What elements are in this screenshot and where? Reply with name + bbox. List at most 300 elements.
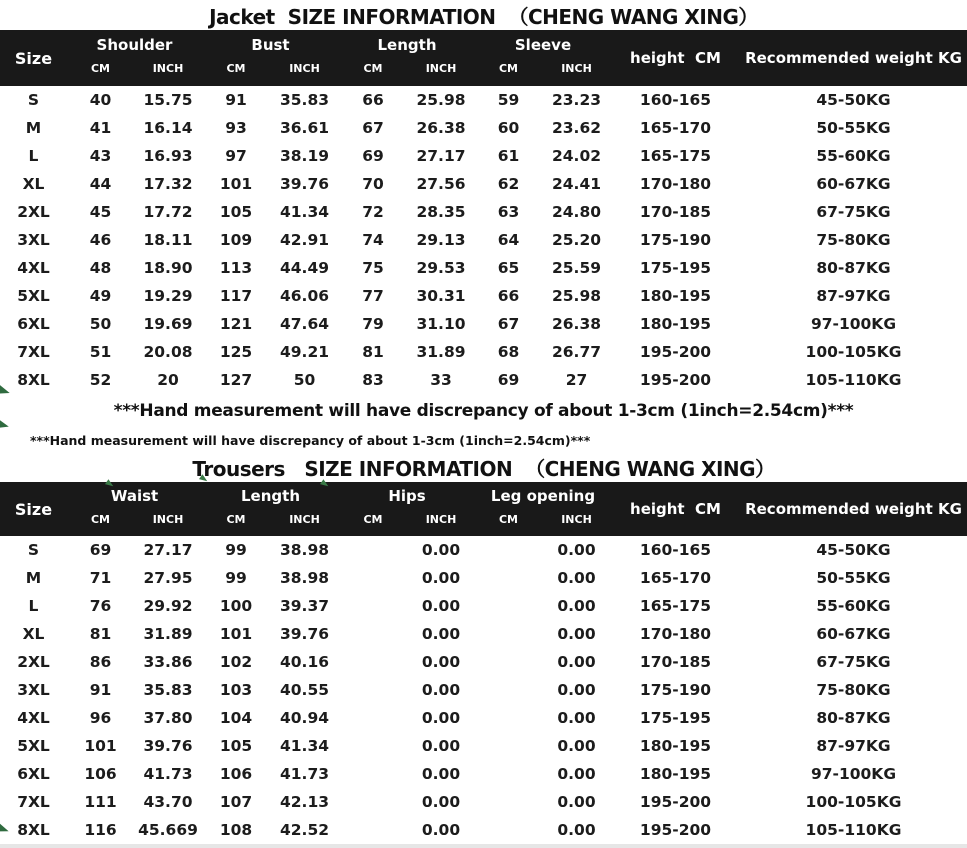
- data-cell: 15.75: [143, 91, 193, 109]
- height-cell: 180-195: [639, 765, 712, 783]
- data-cell: 39.76: [279, 175, 330, 193]
- height-cell: 170-185: [639, 653, 712, 671]
- size-cell: 6XL: [17, 765, 50, 783]
- data-cell: 0.00: [557, 765, 596, 783]
- data-cell: 127: [219, 371, 253, 389]
- weight-cell: 97-100KG: [810, 315, 897, 333]
- data-cell: 52: [89, 371, 112, 389]
- size-cell: M: [25, 569, 42, 587]
- sub-header-row: [67, 60, 202, 86]
- sub-header-cm: CM: [226, 512, 246, 526]
- data-cell: 116: [84, 821, 117, 839]
- data-cell: 43: [89, 147, 112, 165]
- data-cell: 0.00: [557, 737, 596, 755]
- sub-header-row: [202, 511, 339, 536]
- size-cell: S: [27, 91, 40, 109]
- data-cell: 0.00: [421, 737, 461, 755]
- data-cell: 0.00: [421, 597, 461, 615]
- height-cell: 195-200: [639, 821, 712, 839]
- data-cell: 109: [219, 231, 253, 249]
- data-cell: 25.98: [551, 287, 602, 305]
- group-label: Sleeve: [514, 35, 572, 54]
- data-cell: [475, 620, 542, 648]
- data-cell: 69: [362, 147, 384, 165]
- data-cell: 27.56: [416, 175, 466, 193]
- table-row-5xl: [0, 282, 967, 310]
- data-cell: 86: [89, 653, 112, 671]
- data-cell: 0.00: [557, 541, 596, 559]
- size-cell: XL: [22, 175, 45, 193]
- data-cell: 117: [219, 287, 253, 305]
- size-cell: XL: [22, 625, 45, 643]
- data-cell: 40.94: [279, 709, 330, 727]
- data-cell: 102: [219, 653, 253, 671]
- column-group-waist: [67, 482, 202, 536]
- height-cell: 165-170: [639, 569, 712, 587]
- weight-cell: 87-97KG: [816, 737, 891, 755]
- sub-header-cm: CM: [498, 512, 519, 526]
- trousers-table-body: [0, 536, 967, 844]
- data-cell: [339, 620, 407, 648]
- column-group-leg-opening: [475, 482, 611, 536]
- data-cell: 62: [497, 175, 520, 193]
- data-cell: 48: [89, 259, 112, 277]
- sub-header-cm: CM: [90, 512, 111, 526]
- weight-cell: 75-80KG: [816, 231, 891, 249]
- data-cell: 59: [497, 91, 520, 109]
- weight-cell: 100-105KG: [805, 793, 902, 811]
- sub-header-cm: CM: [226, 61, 246, 75]
- size-cell: L: [28, 597, 39, 615]
- column-group-shoulder: [67, 30, 202, 86]
- data-cell: 42.91: [279, 231, 330, 249]
- weight-cell: 75-80KG: [816, 681, 891, 699]
- data-cell: [475, 816, 542, 844]
- table-row-2xl: [0, 648, 967, 676]
- data-cell: 113: [219, 259, 253, 277]
- data-cell: 76: [89, 597, 112, 615]
- group-label: Hips: [388, 487, 426, 506]
- bottom-border: [0, 844, 967, 848]
- height-cell: 165-175: [639, 597, 712, 615]
- data-cell: 40.16: [279, 653, 330, 671]
- height-cell: 195-200: [639, 343, 712, 361]
- data-cell: 20: [157, 371, 179, 389]
- data-cell: 69: [89, 541, 112, 559]
- data-cell: 41.73: [143, 765, 193, 783]
- data-cell: 0.00: [421, 681, 461, 699]
- data-cell: 69: [497, 371, 520, 389]
- data-cell: 29.13: [416, 231, 466, 249]
- data-cell: 16.93: [143, 147, 193, 165]
- height-cell: 170-180: [639, 175, 712, 193]
- height-cell: 180-195: [639, 737, 712, 755]
- sub-header-row: [339, 60, 475, 86]
- data-cell: 41: [89, 119, 112, 137]
- data-cell: 17.72: [143, 203, 193, 221]
- size-cell: 7XL: [17, 343, 50, 361]
- data-cell: 38.98: [279, 569, 330, 587]
- table-row-l: [0, 592, 967, 620]
- data-cell: 97: [225, 147, 247, 165]
- weight-cell: 105-110KG: [805, 371, 902, 389]
- measurement-notice-large: ***Hand measurement will have discrepancy of about 1-3cm (1inch=2.54cm)***: [113, 401, 854, 421]
- size-cell: 5XL: [17, 737, 50, 755]
- data-cell: 91: [89, 681, 112, 699]
- weight-cell: 50-55KG: [816, 569, 891, 587]
- height-column-header: height CM: [630, 49, 721, 67]
- data-cell: 39.76: [143, 737, 193, 755]
- table-row-m: [0, 114, 967, 142]
- table-row-2xl: [0, 198, 967, 226]
- data-cell: 0.00: [421, 653, 461, 671]
- sub-header-cm: CM: [498, 61, 519, 75]
- data-cell: [339, 732, 407, 760]
- jacket-size-table: [0, 30, 967, 394]
- trousers-table-header: [0, 482, 967, 536]
- data-cell: 24.41: [551, 175, 602, 193]
- data-cell: 23.23: [551, 91, 602, 109]
- data-cell: 107: [219, 793, 253, 811]
- data-cell: [339, 648, 407, 676]
- column-group-hips: [339, 482, 475, 536]
- data-cell: 121: [219, 315, 253, 333]
- data-cell: 64: [497, 231, 520, 249]
- data-cell: 16.14: [143, 119, 193, 137]
- data-cell: 50: [293, 371, 316, 389]
- data-cell: 111: [84, 793, 117, 811]
- data-cell: 35.83: [143, 681, 193, 699]
- data-cell: 0.00: [421, 709, 461, 727]
- table-row-xl: [0, 620, 967, 648]
- table-row-7xl: [0, 788, 967, 816]
- data-cell: 33.86: [143, 653, 193, 671]
- data-cell: 40: [89, 91, 112, 109]
- weight-cell: 80-87KG: [816, 709, 891, 727]
- data-cell: [475, 592, 542, 620]
- data-cell: [339, 760, 407, 788]
- data-cell: 99: [225, 569, 247, 587]
- data-cell: 105: [219, 737, 253, 755]
- data-cell: 99: [225, 541, 247, 559]
- data-cell: 93: [225, 119, 247, 137]
- size-cell: 6XL: [17, 315, 50, 333]
- data-cell: 0.00: [421, 625, 461, 643]
- data-cell: 26.38: [416, 119, 466, 137]
- weight-cell: 97-100KG: [810, 765, 897, 783]
- height-column-header: height CM: [630, 500, 721, 518]
- table-row-6xl: [0, 310, 967, 338]
- weight-cell: 67-75KG: [816, 203, 891, 221]
- data-cell: 51: [89, 343, 112, 361]
- data-cell: 67: [362, 119, 384, 137]
- table-row-3xl: [0, 676, 967, 704]
- height-cell: 195-200: [639, 371, 712, 389]
- jacket-table-header: [0, 30, 967, 86]
- data-cell: 41.34: [279, 737, 330, 755]
- data-cell: 81: [89, 625, 112, 643]
- size-cell: 8XL: [17, 821, 50, 839]
- data-cell: 17.32: [143, 175, 193, 193]
- data-cell: 0.00: [421, 541, 461, 559]
- data-cell: 18.11: [143, 231, 193, 249]
- group-label: Shoulder: [96, 35, 173, 54]
- sub-header-row: [67, 511, 202, 536]
- trousers-size-table: [0, 482, 967, 844]
- data-cell: 106: [84, 765, 117, 783]
- height-cell: 165-175: [639, 147, 712, 165]
- data-cell: 63: [497, 203, 520, 221]
- data-cell: 29.92: [143, 597, 193, 615]
- table-row-l: [0, 142, 967, 170]
- size-cell: 8XL: [17, 371, 50, 389]
- data-cell: 105: [219, 203, 253, 221]
- table-row-3xl: [0, 226, 967, 254]
- data-cell: 33: [430, 371, 452, 389]
- data-cell: 125: [219, 343, 253, 361]
- data-cell: 50: [89, 315, 112, 333]
- data-cell: 27.17: [143, 541, 193, 559]
- table-row-8xl: [0, 366, 967, 394]
- weight-cell: 100-105KG: [805, 343, 902, 361]
- data-cell: 44: [89, 175, 112, 193]
- sub-header-inch: INCH: [152, 61, 184, 75]
- size-cell: M: [25, 119, 42, 137]
- data-cell: 0.00: [557, 793, 596, 811]
- data-cell: 91: [225, 91, 247, 109]
- size-column-header: Size: [14, 499, 53, 519]
- column-group-length: [202, 482, 339, 536]
- group-label: Leg opening: [490, 487, 596, 506]
- data-cell: 49: [89, 287, 112, 305]
- table-row-xl: [0, 170, 967, 198]
- size-cell: L: [28, 147, 39, 165]
- data-cell: 0.00: [421, 569, 461, 587]
- weight-cell: 67-75KG: [816, 653, 891, 671]
- data-cell: 24.02: [551, 147, 602, 165]
- size-cell: 7XL: [17, 793, 50, 811]
- data-cell: 38.19: [279, 147, 330, 165]
- data-cell: 72: [362, 203, 384, 221]
- sub-header-row: [202, 60, 339, 86]
- weight-cell: 45-50KG: [816, 91, 891, 109]
- data-cell: [339, 564, 407, 592]
- data-cell: [339, 788, 407, 816]
- data-cell: 41.73: [279, 765, 330, 783]
- data-cell: 101: [219, 625, 253, 643]
- data-cell: 39.37: [279, 597, 330, 615]
- sub-header-inch: INCH: [425, 512, 457, 526]
- data-cell: [339, 704, 407, 732]
- data-cell: 66: [497, 287, 520, 305]
- data-cell: 47.64: [279, 315, 330, 333]
- sub-header-inch: INCH: [289, 61, 320, 75]
- data-cell: [475, 536, 542, 564]
- data-cell: 0.00: [557, 653, 596, 671]
- weight-cell: 55-60KG: [816, 597, 891, 615]
- data-cell: 49.21: [279, 343, 330, 361]
- size-cell: 2XL: [17, 653, 50, 671]
- weight-cell: 105-110KG: [805, 821, 902, 839]
- sub-header-row: [475, 60, 611, 86]
- data-cell: 77: [362, 287, 384, 305]
- data-cell: 31.89: [416, 343, 466, 361]
- data-cell: 40.55: [279, 681, 330, 699]
- trousers-table-title: Trousers SIZE INFORMATION （CHENG WANG XING）: [192, 456, 775, 481]
- column-group-sleeve: [475, 30, 611, 86]
- data-cell: 66: [362, 91, 384, 109]
- height-cell: 180-195: [639, 287, 712, 305]
- data-cell: 26.38: [551, 315, 602, 333]
- data-cell: 26.77: [551, 343, 602, 361]
- size-cell: S: [27, 541, 40, 559]
- data-cell: 45: [89, 203, 112, 221]
- data-cell: 24.80: [551, 203, 602, 221]
- data-cell: 28.35: [416, 203, 466, 221]
- data-cell: 106: [219, 765, 253, 783]
- group-label: Length: [241, 487, 300, 506]
- height-cell: 175-190: [639, 231, 712, 249]
- height-cell: 165-170: [639, 119, 712, 137]
- data-cell: [475, 704, 542, 732]
- height-cell: 180-195: [639, 315, 712, 333]
- data-cell: 27.95: [143, 569, 193, 587]
- data-cell: 65: [497, 259, 520, 277]
- data-cell: 45.669: [138, 821, 198, 839]
- column-group-bust: [202, 30, 339, 86]
- data-cell: 20.08: [143, 343, 193, 361]
- table-row-4xl: [0, 254, 967, 282]
- data-cell: 0.00: [421, 821, 461, 839]
- size-column-header: Size: [14, 48, 53, 68]
- data-cell: 43.70: [143, 793, 193, 811]
- jacket-table-body: [0, 86, 967, 394]
- data-cell: [475, 788, 542, 816]
- data-cell: [339, 676, 407, 704]
- data-cell: 25.20: [551, 231, 602, 249]
- data-cell: 96: [89, 709, 112, 727]
- weight-column-header: Recommended weight KG: [745, 500, 962, 518]
- data-cell: 61: [497, 147, 520, 165]
- data-cell: 25.98: [416, 91, 466, 109]
- data-cell: [339, 816, 407, 844]
- weight-cell: 80-87KG: [816, 259, 891, 277]
- group-label: Waist: [110, 487, 159, 506]
- data-cell: 71: [89, 569, 112, 587]
- data-cell: 0.00: [421, 765, 461, 783]
- height-cell: 170-180: [639, 625, 712, 643]
- jacket-table-title: Jacket SIZE INFORMATION （CHENG WANG XING）: [209, 4, 758, 29]
- table-row-s: [0, 536, 967, 564]
- sub-header-inch: INCH: [561, 512, 592, 526]
- data-cell: 60: [497, 119, 520, 137]
- data-cell: 41.34: [279, 203, 330, 221]
- data-cell: 79: [362, 315, 384, 333]
- data-cell: [475, 564, 542, 592]
- data-cell: 19.69: [143, 315, 193, 333]
- data-cell: 83: [362, 371, 384, 389]
- data-cell: 31.10: [416, 315, 466, 333]
- size-cell: 4XL: [17, 709, 50, 727]
- data-cell: 38.98: [279, 541, 330, 559]
- height-cell: 160-165: [639, 541, 712, 559]
- table-row-6xl: [0, 760, 967, 788]
- weight-cell: 45-50KG: [816, 541, 891, 559]
- data-cell: [339, 592, 407, 620]
- data-cell: 68: [497, 343, 520, 361]
- data-cell: 29.53: [416, 259, 466, 277]
- data-cell: 101: [219, 175, 253, 193]
- data-cell: 23.62: [551, 119, 602, 137]
- data-cell: 30.31: [416, 287, 466, 305]
- size-cell: 3XL: [17, 231, 50, 249]
- height-cell: 195-200: [639, 793, 712, 811]
- weight-cell: 50-55KG: [816, 119, 891, 137]
- data-cell: 0.00: [557, 681, 596, 699]
- table-row-7xl: [0, 338, 967, 366]
- data-cell: 103: [219, 681, 253, 699]
- data-cell: 74: [362, 231, 384, 249]
- data-cell: 46.06: [279, 287, 330, 305]
- data-cell: 18.90: [143, 259, 193, 277]
- data-cell: 37.80: [143, 709, 193, 727]
- data-cell: [339, 536, 407, 564]
- data-cell: 36.61: [279, 119, 330, 137]
- data-cell: 101: [84, 737, 117, 755]
- weight-cell: 60-67KG: [816, 175, 891, 193]
- data-cell: 31.89: [143, 625, 193, 643]
- data-cell: 0.00: [421, 793, 461, 811]
- size-cell: 4XL: [17, 259, 50, 277]
- table-row-5xl: [0, 732, 967, 760]
- data-cell: 0.00: [557, 625, 596, 643]
- data-cell: [475, 676, 542, 704]
- weight-cell: 87-97KG: [816, 287, 891, 305]
- data-cell: 67: [497, 315, 520, 333]
- sub-header-cm: CM: [90, 61, 111, 75]
- sub-header-cm: CM: [363, 512, 383, 526]
- table-row-s: [0, 86, 967, 114]
- data-cell: 100: [219, 597, 253, 615]
- sub-header-inch: INCH: [425, 61, 457, 75]
- data-cell: 25.59: [551, 259, 602, 277]
- data-cell: [475, 648, 542, 676]
- height-cell: 160-165: [639, 91, 712, 109]
- data-cell: 35.83: [279, 91, 330, 109]
- weight-cell: 60-67KG: [816, 625, 891, 643]
- height-cell: 175-195: [639, 709, 712, 727]
- data-cell: 104: [219, 709, 253, 727]
- table-row-8xl: [0, 816, 967, 844]
- measurement-notice-small: ***Hand measurement will have discrepancy of about 1-3cm (1inch=2.54cm)***: [30, 432, 591, 448]
- sub-header-cm: CM: [363, 61, 383, 75]
- data-cell: 27: [565, 371, 588, 389]
- size-cell: 5XL: [17, 287, 50, 305]
- data-cell: 19.29: [143, 287, 193, 305]
- sub-header-inch: INCH: [561, 61, 592, 75]
- group-label: Length: [377, 35, 437, 54]
- height-cell: 170-185: [639, 203, 712, 221]
- column-group-length: [339, 30, 475, 86]
- sub-header-row: [475, 511, 611, 536]
- data-cell: 0.00: [557, 597, 596, 615]
- sub-header-inch: INCH: [289, 512, 320, 526]
- data-cell: 27.17: [416, 147, 466, 165]
- data-cell: 44.49: [279, 259, 330, 277]
- weight-column-header: Recommended weight KG: [745, 49, 962, 67]
- sub-header-row: [339, 511, 475, 536]
- data-cell: 108: [219, 821, 253, 839]
